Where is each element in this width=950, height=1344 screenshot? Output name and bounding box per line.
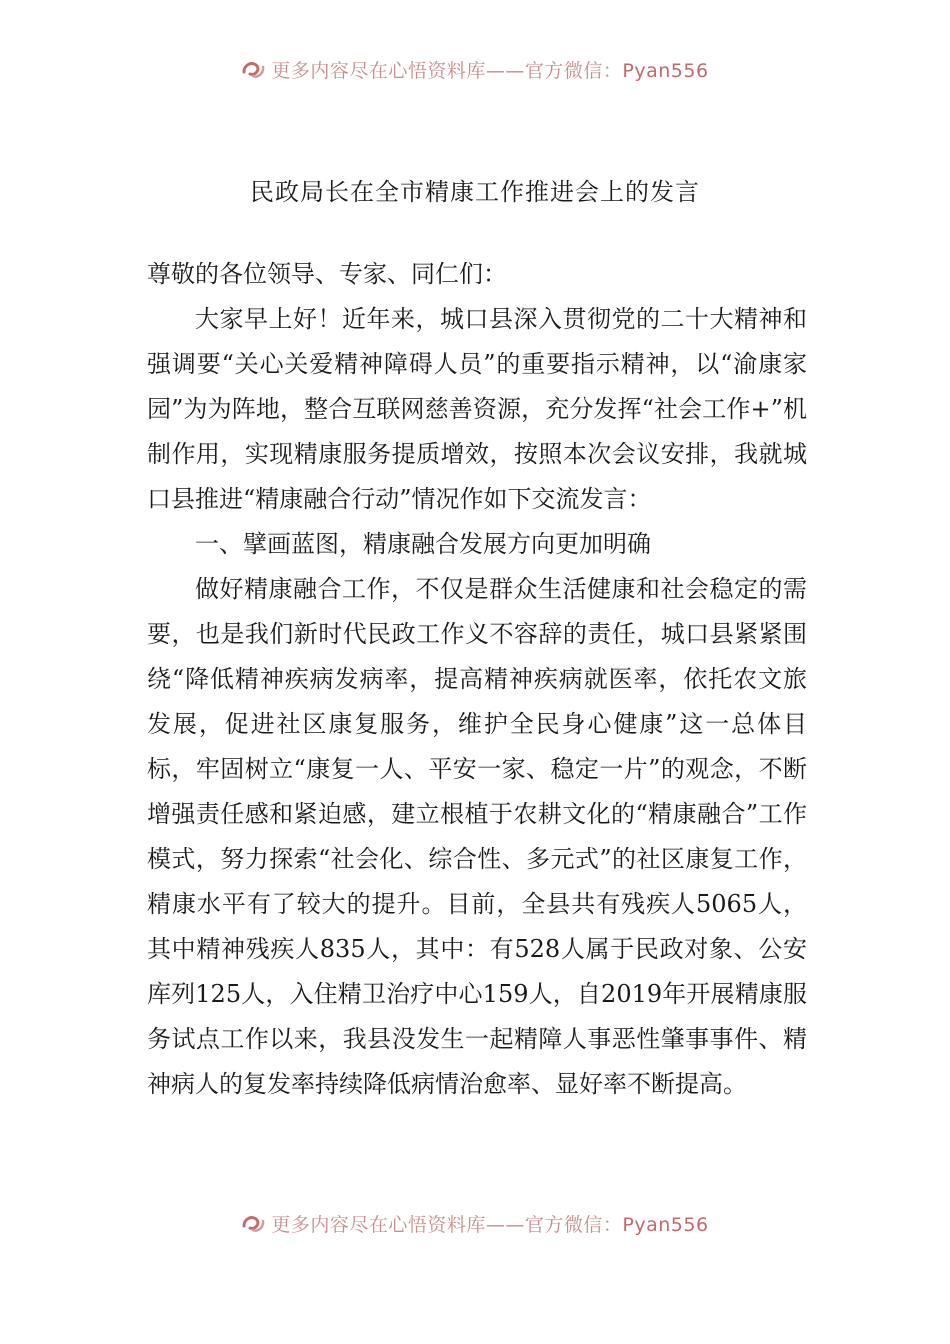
- paragraph-body: 做好精康融合工作，不仅是群众生活健康和社会稳定的需要，也是我们新时代民政工作义不容辞的责任，城口县紧紧围绕“降低精神疾病发病率，提高精神疾病就医率，依托农文旅发展，促进社区康复服务，维护全民身心健康”这一总体目标，牢固树立“康复一人、平安一家、稳定一片”的观念，不断增强责任感和紧迫感，建立根植于农耕文化的“精康融合”工作模式，努力探索“社会化、综合性、多元式”的社区康复工作，精康水平有了较大的提升。目前，全县共有残疾人5065人，其中精神残疾人835人，其中：有528人属于民政对象、公安库列125人，入住精卫治疗中心159人，自2019年开展精康服务试点工作以来，我县没发生一起精障人事恶性肇事事件、精神病人的复发率持续降低病情治愈率、显好率不断提高。: [147, 575, 807, 1098]
- watermark-handle: Pyan556: [622, 60, 709, 82]
- paragraph-intro: 大家早上好！近年来，城口县深入贯彻党的二十大精神和强调要“关心关爱精神障碍人员”的重要指示精神，以“渝康家园”为为阵地，整合互联网慈善资源，充分发挥“社会工作+”机制作用，实现精康服务提质增效，按照本次会议安排，我就城口县推进“精康融合行动”情况作如下交流发言：: [147, 305, 807, 513]
- watermark-logo-icon: [241, 58, 267, 85]
- watermark-text: 更多内容尽在心悟资料库——官方微信：: [271, 60, 623, 82]
- section-heading: 一、擘画蓝图，精康融合发展方向更加明确: [195, 530, 651, 558]
- salutation: 尊敬的各位领导、专家、同仁们：: [147, 260, 507, 288]
- watermark-footer: [0, 1210, 950, 1239]
- document-title: 民政局长在全市精康工作推进会上的发言: [250, 178, 700, 206]
- watermark-text: 更多内容尽在心悟资料库——官方微信：: [271, 1214, 623, 1236]
- watermark-handle: Pyan556: [622, 1214, 709, 1236]
- watermark-header: [0, 56, 950, 85]
- watermark-logo-icon: [241, 1212, 267, 1239]
- document-body: [147, 252, 807, 1107]
